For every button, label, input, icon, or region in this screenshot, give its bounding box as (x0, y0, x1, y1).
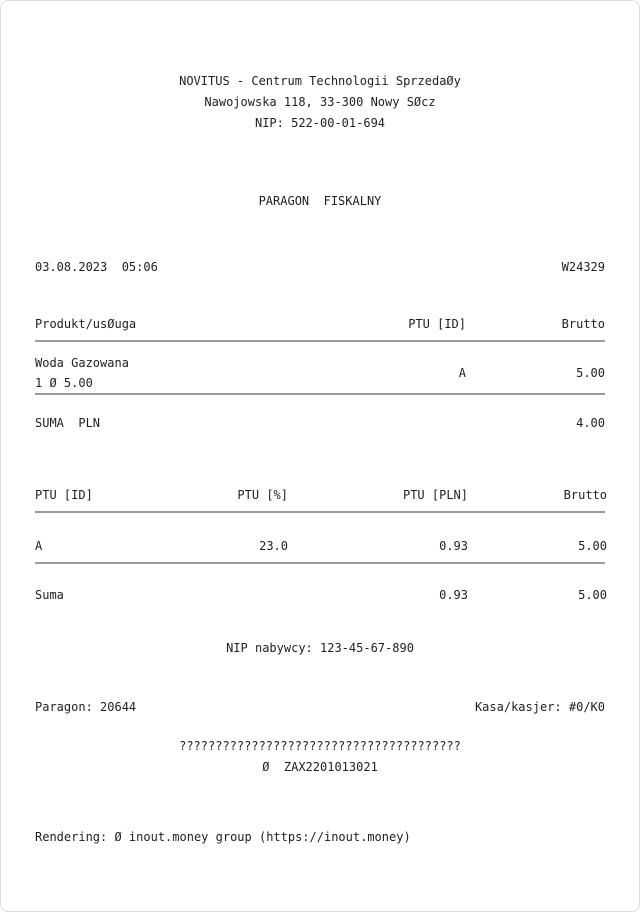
store-nip: NIP: 522-00-01-694 (254, 116, 386, 130)
paragon-row (35, 697, 605, 717)
store-address: Nawojowska 118, 33-300 Nowy SØcz (204, 95, 436, 109)
item-row (35, 342, 605, 393)
separator-line: ??????????????????????????????????????? (179, 739, 461, 753)
receipt-datetime: 03.08.2023 05:06 (35, 260, 158, 274)
tax-row-id: A (35, 539, 43, 553)
items-header-brutto: Brutto (561, 317, 605, 331)
items-header-ptu: PTU [ID] (408, 317, 466, 331)
receipt-code: W24329 (561, 260, 605, 274)
tax-header-brutto: Brutto (563, 488, 607, 502)
item-brutto: 5.00 (576, 366, 605, 380)
suma-value: 4.00 (576, 416, 605, 430)
tax-header-rate: PTU [%] (237, 488, 288, 502)
items-header-product: Produkt/usØuga (35, 317, 137, 331)
rendering-credit: Rendering: Ø inout.money group (https://inout.money) (35, 830, 411, 844)
receipt-title: PARAGON FISKALNY (258, 194, 382, 208)
tax-header-id: PTU [ID] (35, 488, 93, 502)
item-name: Woda Gazowana (35, 356, 129, 370)
receipt-header (35, 71, 605, 134)
tax-total-amount: 0.93 (439, 588, 468, 602)
tax-row-brutto: 5.00 (578, 539, 607, 553)
tax-table-header (35, 485, 605, 505)
tax-row-rate: 23.0 (259, 539, 288, 553)
store-name: NOVITUS - Centrum Technologii SprzedaØy (179, 74, 461, 88)
tax-header-amount: PTU [PLN] (402, 488, 468, 502)
tax-total-label: Suma (35, 588, 64, 602)
meta-row (35, 257, 605, 277)
cashier-id: Kasa/kasjer: #0/K0 (474, 700, 605, 714)
item-qty-price: 1 Ø 5.00 (35, 376, 93, 390)
tax-row (35, 536, 605, 556)
item-ptu-id: A (458, 366, 466, 380)
divider (35, 393, 605, 395)
fiscal-serial: Ø ZAX2201013021 (262, 760, 378, 774)
tax-total-row (35, 585, 605, 605)
items-table-header (35, 314, 605, 334)
divider (35, 562, 605, 564)
suma-label: SUMA PLN (35, 416, 101, 430)
paragon-number: Paragon: 20644 (35, 700, 137, 714)
divider (35, 511, 605, 513)
tax-total-brutto: 5.00 (578, 588, 607, 602)
buyer-nip: NIP nabywcy: 123-45-67-890 (226, 641, 414, 655)
suma-row (35, 413, 605, 433)
tax-row-amount: 0.93 (439, 539, 468, 553)
